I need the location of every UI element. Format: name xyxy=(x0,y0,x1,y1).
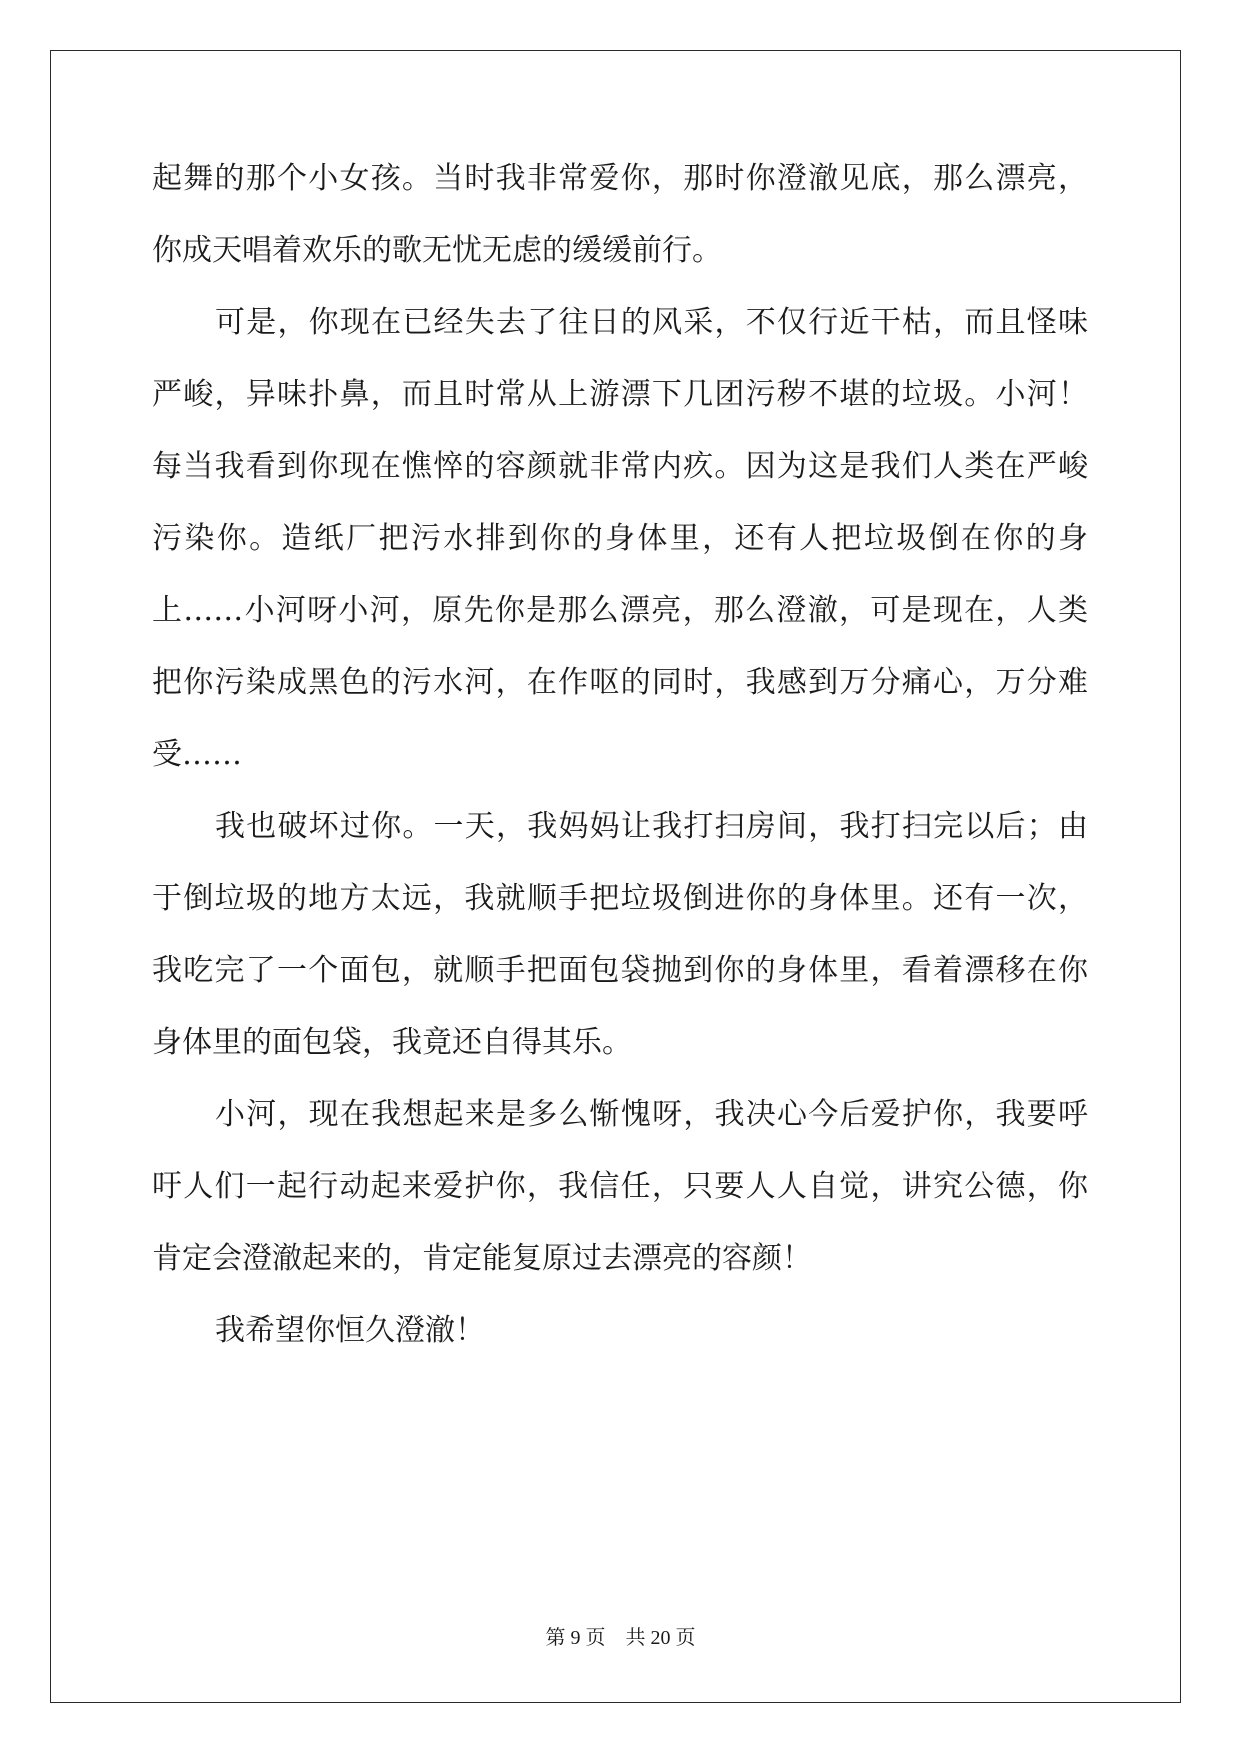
paragraph-first-line: 小河，现在我想起来是多么惭愧呀，我决心今后爱护你，我要呼 xyxy=(215,1097,1088,1132)
page-footer xyxy=(0,1624,1241,1652)
paragraph-first-line: 我希望你恒久澄澈！ xyxy=(215,1313,485,1348)
paragraph-first-line: 我也破坏过你。一天，我妈妈让我打扫房间，我打扫完以后；由 xyxy=(215,809,1088,844)
text-line: 污染你。造纸厂把污水排到你的身体里，还有人把垃圾倒在你的身 xyxy=(152,521,1088,556)
text-line: 把你污染成黑色的污水河，在作呕的同时，我感到万分痛心，万分难 xyxy=(152,665,1088,700)
text-line: 身体里的面包袋，我竟还自得其乐。 xyxy=(152,1025,632,1060)
text-line: 吁人们一起行动起来爱护你，我信任，只要人人自觉，讲究公德，你 xyxy=(152,1169,1088,1204)
text-line: 严峻，异味扑鼻，而且时常从上游漂下几团污秽不堪的垃圾。小河！ xyxy=(152,377,1088,412)
text-line: 受…… xyxy=(152,737,242,772)
page-number: 第 9 页 xyxy=(545,1627,606,1649)
page-border xyxy=(50,50,1181,1703)
text-line: 起舞的那个小女孩。当时我非常爱你，那时你澄澈见底，那么漂亮， xyxy=(152,161,1088,196)
text-line: 上……小河呀小河，原先你是那么漂亮，那么澄澈，可是现在，人类 xyxy=(152,593,1088,628)
paragraph-first-line: 可是，你现在已经失去了往日的风采，不仅行近干枯，而且怪味 xyxy=(215,305,1088,340)
text-line: 于倒垃圾的地方太远，我就顺手把垃圾倒进你的身体里。还有一次， xyxy=(152,881,1088,916)
text-line: 每当我看到你现在憔悴的容颜就非常内疚。因为这是我们人类在严峻 xyxy=(152,449,1088,484)
text-line: 我吃完了一个面包，就顺手把面包袋抛到你的身体里，看着漂移在你 xyxy=(152,953,1088,988)
page-total: 共 20 页 xyxy=(625,1627,696,1649)
text-line: 肯定会澄澈起来的，肯定能复原过去漂亮的容颜！ xyxy=(152,1241,812,1276)
text-line: 你成天唱着欢乐的歌无忧无虑的缓缓前行。 xyxy=(152,233,722,268)
